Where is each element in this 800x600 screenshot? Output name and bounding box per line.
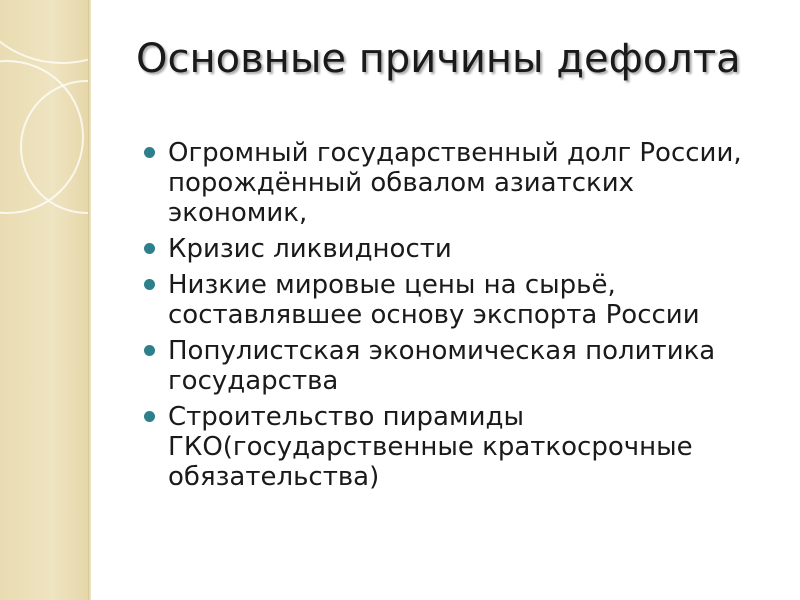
slide-title: Основные причины дефолта xyxy=(136,36,741,82)
bullet-text: Популистская экономическая политика государства xyxy=(168,336,716,396)
bullet-text: Строительство пирамиды ГКО(государственные краткосрочные обязательства) xyxy=(168,402,693,492)
bullet-item xyxy=(142,402,762,492)
bullet-dot-icon xyxy=(144,279,155,290)
bullet-text: Кризис ликвидности xyxy=(168,234,452,264)
bullet-item xyxy=(142,336,762,396)
bullet-text: Низкие мировые цены на сырьё, составлявшее основу экспорта России xyxy=(168,270,700,330)
decorative-side-band xyxy=(0,0,88,600)
bullet-dot-icon xyxy=(144,243,155,254)
bullet-dot-icon xyxy=(144,411,155,422)
bullet-item xyxy=(142,138,762,228)
bullet-item xyxy=(142,234,762,264)
decorative-arc xyxy=(0,0,88,64)
bullet-text: Огромный государственный долг России, порождённый обвалом азиатских экономик, xyxy=(168,138,742,228)
band-edge xyxy=(88,0,91,600)
bullet-list xyxy=(142,138,762,498)
bullet-dot-icon xyxy=(144,345,155,356)
bullet-dot-icon xyxy=(144,147,155,158)
bullet-item xyxy=(142,270,762,330)
